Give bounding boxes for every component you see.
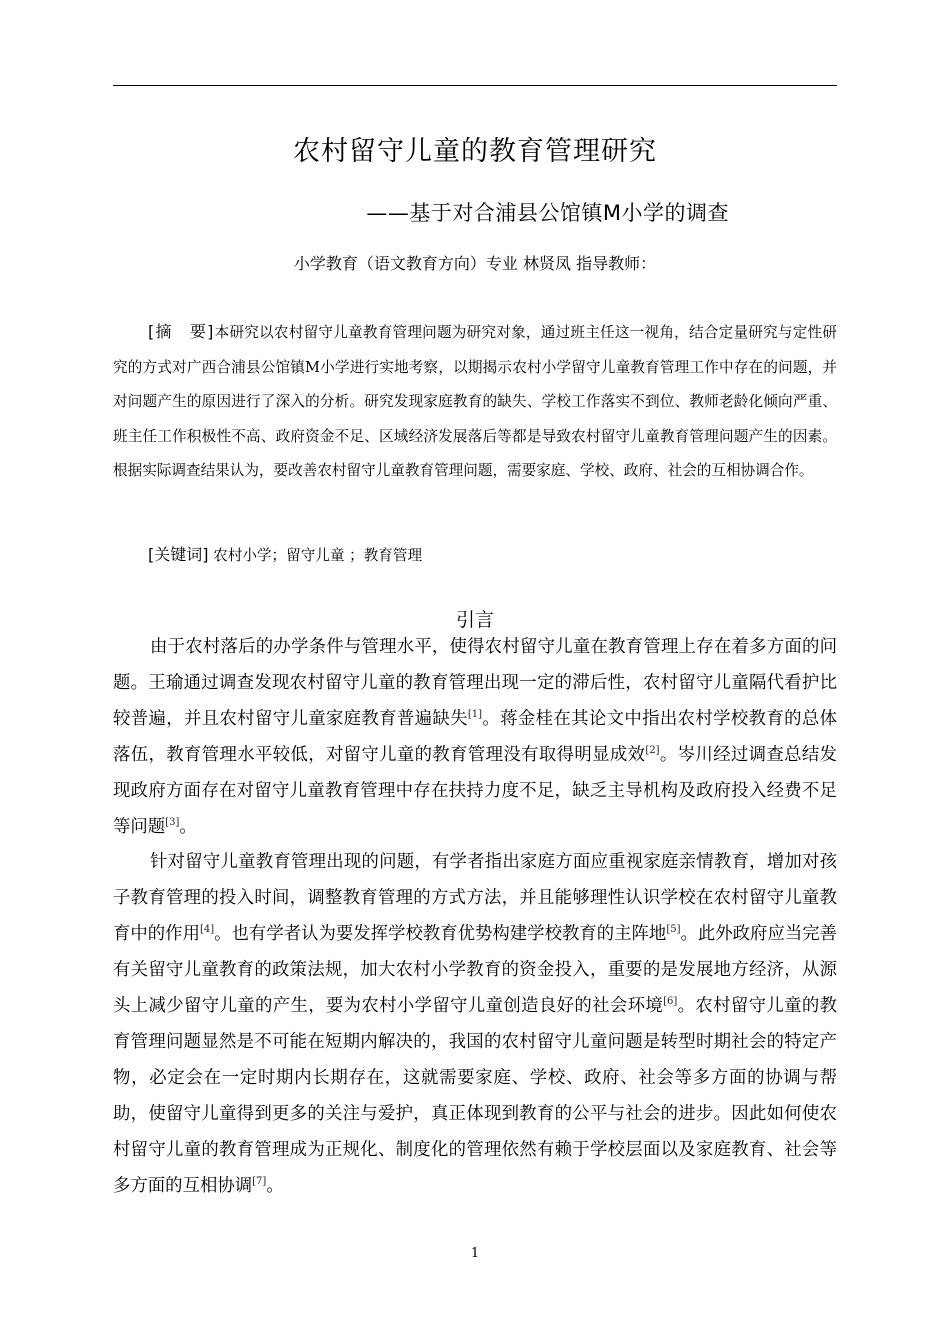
body-text-span: 。农村留守儿童的教育管理问题显然是不可能在短期内解决的，我国的农村留守儿童问题是转型时期社会的特定产物，必定会在一定时期内长期存在，这就需要家庭、学校、政府、社会等多方面的协调与帮助，使留守儿童得到更多的关注与爱护，真正体现到教育的公平与社会的进步。因此如何使农村留守儿童的教育管理成为正规化、制度化的管理依然有赖于学校层面以及家庭教育、社会等多方面的互相协调	[113, 996, 837, 1196]
abstract	[113, 315, 837, 489]
keywords-label: [关键词]	[148, 545, 209, 564]
citation-ref: [7]	[252, 1175, 267, 1187]
header-rule	[113, 85, 837, 86]
body-text-span: 。	[179, 816, 197, 837]
citation-ref: [2]	[645, 744, 660, 756]
keywords	[148, 539, 838, 572]
paper-title: 农村留守儿童的教育管理研究	[293, 136, 657, 167]
citation-ref: [4]	[199, 924, 215, 936]
citation-ref: [1]	[467, 708, 483, 720]
citation-ref: [3]	[165, 816, 180, 828]
body-text-span: 针对留守儿童教育管理出现的问题，有学者指出家庭方面应重视家庭亲情教育，增加对孩子教育管理的投入时间，调整教育管理的方式方法，并且能够理性认识学校在农村留守儿童教育中的作用	[113, 852, 837, 945]
body-text-span: 。此外政府应当完善有关留守儿童教育的政策法规，加大农村小学教育的资金投入，重要的是发展地方经济，从源头上减少留守儿童的产生，要为农村小学留守儿童创造良好的社会环境	[113, 924, 838, 1017]
paper-subtitle: ——基于对合浦县公馆镇M小学的调查	[366, 201, 729, 225]
body-text-span: 。	[266, 1175, 284, 1196]
body-text-span: 。也有学者认为要发挥学校教育优势构建学校教育的主阵地	[214, 924, 667, 945]
abstract-label: [摘 要]	[148, 322, 215, 341]
abstract-text: 本研究以农村留守儿童教育管理问题为研究对象，通过班主任这一视角，结合定量研究与定性研究的方式对广西合浦县公馆镇M小学进行实地考察，以期揭示农村小学留守儿童教育管理工作中存在的问题，并对问题产生的原因进行了深入的分析。研究发现家庭教育的缺失、学校工作落实不到位、教师老龄化倾向严重、班主任工作积极性不高、政府资金不足、区域经济发展落后等都是导致农村留守儿童教育管理问题产生的因素。根据实际调查结果认为，要改善农村留守儿童教育管理问题，需要家庭、学校、政府、社会的互相协调合作。	[113, 324, 837, 479]
body-text-span: 。岑川经过调查总结发现政府方面存在对留守儿童教育管理中存在扶持力度不足，缺乏主导机构及政府投入经费不足等问题	[113, 744, 837, 837]
citation-ref: [6]	[663, 996, 678, 1008]
body-text-span: 。蒋金桂在其论文中指出农村学校教育的总体落伍，教育管理水平较低，对留守儿童的教育管理没有取得明显成效	[113, 708, 837, 765]
citation-ref: [5]	[666, 924, 681, 936]
keywords-text: 农村小学；留守儿童 ；教育管理	[213, 547, 423, 564]
body-paragraph	[113, 630, 837, 845]
body-text-span: 由于农村落后的办学条件与管理水平，使得农村留守儿童在教育管理上存在着多方面的问题。王瑜通过调查发现农村留守儿童的教育管理出现一定的滞后性，农村留守儿童隔代看护比较普遍，并且农村留守儿童家庭教育普遍缺失	[113, 637, 837, 729]
section-heading-introduction: 引言	[455, 609, 494, 631]
body-paragraph	[113, 845, 837, 1204]
author-line: 小学教育（语文教育方向）专业 林贤凤 指导教师：	[293, 254, 657, 273]
introduction-body	[113, 630, 837, 1205]
page-number: 1	[470, 1246, 480, 1261]
